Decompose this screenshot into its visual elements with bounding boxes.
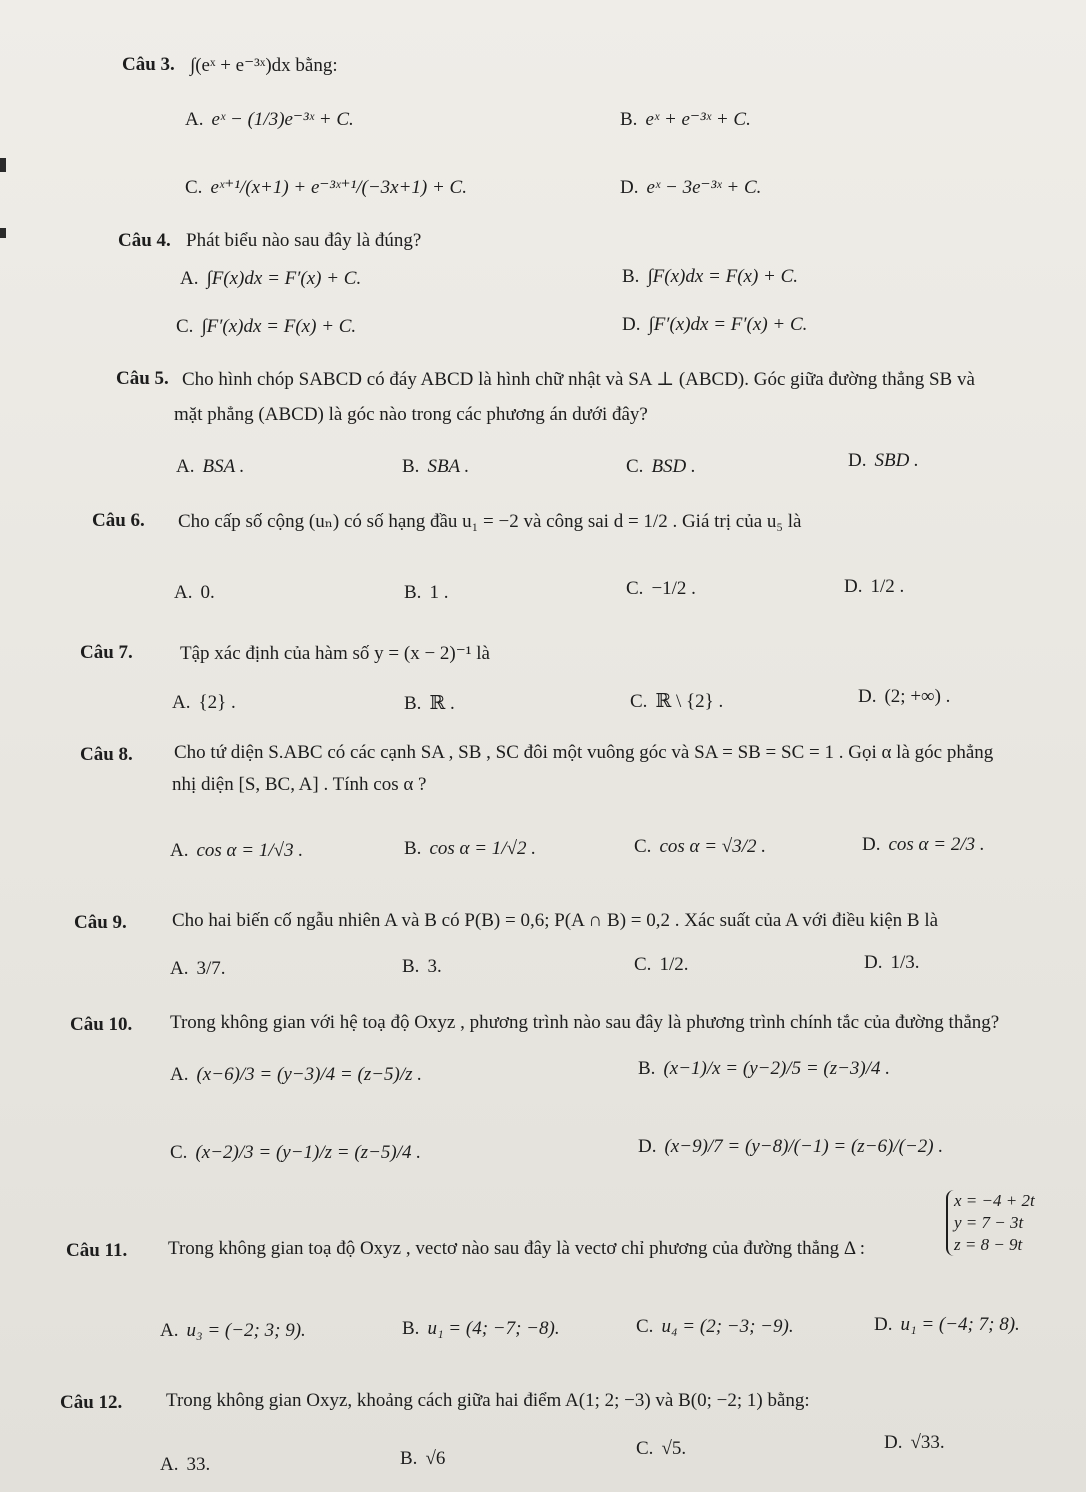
equation-x: x = −4 + 2t — [954, 1191, 1035, 1210]
page-edge-mark — [0, 228, 6, 238]
option-d — [848, 450, 919, 472]
option-d — [874, 1314, 1020, 1336]
question-label: Câu 10. — [70, 1014, 133, 1035]
parametric-system — [946, 1190, 1035, 1256]
option-key: C. — [176, 316, 194, 337]
option-text: (x−9)/7 = (y−8)/(−1) = (z−6)/(−2) . — [664, 1136, 944, 1157]
option-key: A. — [170, 1064, 189, 1085]
option-text: ℝ \ {2} . — [655, 691, 724, 712]
option-key: D. — [844, 576, 863, 597]
question-text: Trong không gian toạ độ Oxyz , vectơ nào sau đây là vectơ chỉ phương của đường thẳng Δ : — [168, 1238, 866, 1259]
option-c — [170, 1142, 421, 1164]
option-d — [844, 576, 904, 598]
option-a — [176, 456, 244, 478]
option-text: 0. — [200, 582, 215, 603]
option-b — [638, 1058, 890, 1080]
question-text: Trong không gian với hệ toạ độ Oxyz , phương trình nào sau đây là phương trình chính tắc của đường thẳng? — [170, 1012, 1000, 1033]
option-text: BSA . — [202, 456, 245, 477]
option-d — [864, 952, 920, 974]
option-text: ∫F′(x)dx = F(x) + C. — [201, 316, 357, 337]
option-key: B. — [620, 109, 638, 130]
option-c — [626, 456, 696, 478]
option-text: ∫F(x)dx = F′(x) + C. — [206, 268, 362, 289]
option-text: u₁ = (4; −7; −8). — [427, 1318, 560, 1339]
option-c — [176, 316, 356, 338]
option-b — [400, 1448, 445, 1470]
option-key: B. — [402, 1318, 420, 1339]
option-key: B. — [638, 1058, 656, 1079]
option-text: u₃ = (−2; 3; 9). — [186, 1320, 306, 1341]
option-text: 3/7. — [196, 958, 226, 979]
option-text: √6 — [425, 1448, 446, 1469]
option-text: u₁ = (−4; 7; 8). — [900, 1314, 1020, 1335]
option-c — [626, 578, 696, 600]
option-b — [402, 456, 469, 478]
option-key: C. — [170, 1142, 188, 1163]
option-key: A. — [160, 1320, 179, 1341]
option-text: 1 . — [429, 582, 449, 603]
option-a — [160, 1454, 210, 1476]
option-text: 1/2 . — [870, 576, 905, 597]
option-key: B. — [404, 838, 422, 859]
option-a — [180, 268, 361, 290]
option-a — [172, 692, 236, 714]
question-label: Câu 3. — [122, 54, 175, 75]
option-b — [620, 108, 751, 131]
question-label: Câu 7. — [80, 642, 133, 663]
option-key: D. — [848, 450, 867, 471]
option-text: cos α = √3/2 . — [659, 836, 767, 857]
question-text: Cho hình chóp SABCD có đáy ABCD là hình chữ nhật và SA ⊥ (ABCD). Góc giữa đường thẳng SB và — [182, 369, 975, 390]
option-c — [630, 690, 723, 713]
option-key: B. — [402, 956, 420, 977]
option-d — [638, 1136, 943, 1158]
option-a — [170, 958, 226, 980]
option-key: A. — [180, 268, 199, 289]
option-key: D. — [874, 1314, 893, 1335]
option-d — [884, 1432, 945, 1454]
option-text: eˣ + e⁻³ˣ + C. — [645, 109, 751, 130]
option-text: BSD . — [651, 456, 696, 477]
option-b — [404, 692, 455, 715]
question-text: Cho tứ diện S.ABC có các cạnh SA , SB , SC đôi một vuông góc và SA = SB = SC = 1 . Gọi α là góc phẳng — [174, 742, 994, 763]
option-text: (2; +∞) . — [884, 686, 951, 707]
option-key: A. — [160, 1454, 179, 1475]
option-key: A. — [185, 109, 204, 130]
option-key: C. — [634, 954, 652, 975]
option-text: ∫F′(x)dx = F′(x) + C. — [648, 314, 808, 335]
option-text: (x−6)/3 = (y−3)/4 = (z−5)/z . — [196, 1064, 423, 1085]
option-c — [636, 1438, 686, 1460]
option-key: D. — [858, 686, 877, 707]
question-text: Tập xác định của hàm số y = (x − 2)⁻¹ là — [180, 643, 490, 664]
option-key: B. — [404, 582, 422, 603]
question-text: Cho hai biến cố ngẫu nhiên A và B có P(B) = 0,6; P(A ∩ B) = 0,2 . Xác suất của A với điều kiện B là — [172, 910, 939, 931]
option-text: ∫F(x)dx = F(x) + C. — [647, 266, 799, 287]
option-c — [185, 176, 467, 199]
option-text: cos α = 1/√3 . — [196, 840, 304, 861]
option-key: D. — [864, 952, 883, 973]
option-text: (x−1)/x = (y−2)/5 = (z−3)/4 . — [663, 1058, 891, 1079]
equation-y: y = 7 − 3t — [954, 1213, 1024, 1233]
option-text: eˣ − (1/3)e⁻³ˣ + C. — [211, 109, 354, 130]
option-a — [174, 582, 215, 604]
question-label: Câu 11. — [66, 1240, 128, 1261]
option-key: B. — [400, 1448, 418, 1469]
option-a — [170, 1064, 422, 1086]
line-equation-system — [946, 1190, 1035, 1256]
option-text: 1/3. — [890, 952, 920, 973]
question-label: Câu 4. — [118, 230, 171, 251]
option-key: A. — [172, 692, 191, 713]
option-text: −1/2 . — [651, 578, 696, 599]
question-label: Câu 8. — [80, 744, 133, 765]
option-key: C. — [634, 836, 652, 857]
option-a — [170, 840, 303, 862]
option-b — [404, 838, 536, 860]
question-label: Câu 12. — [60, 1392, 123, 1413]
equation-z: z = 8 − 9t — [954, 1235, 1023, 1255]
option-b — [402, 956, 442, 978]
question-label: Câu 6. — [92, 510, 145, 531]
option-text: u₄ = (2; −3; −9). — [661, 1316, 794, 1337]
option-key: C. — [626, 578, 644, 599]
option-text: eˣ − 3e⁻³ˣ + C. — [646, 177, 762, 198]
option-text: {2} . — [198, 692, 236, 713]
option-key: A. — [176, 456, 195, 477]
option-text: cos α = 1/√2 . — [429, 838, 537, 859]
option-key: D. — [638, 1136, 657, 1157]
question-text: nhị diện [S, BC, A] . Tính cos α ? — [172, 774, 427, 795]
option-key: D. — [862, 834, 881, 855]
option-key: B. — [404, 693, 422, 714]
option-key: B. — [622, 266, 640, 287]
option-b — [404, 582, 448, 604]
option-text: √33. — [910, 1432, 945, 1453]
option-key: D. — [620, 177, 639, 198]
option-key: A. — [174, 582, 193, 603]
option-key: A. — [170, 958, 189, 979]
option-a — [185, 108, 354, 131]
option-text: SBD . — [874, 450, 919, 471]
option-d — [620, 176, 761, 199]
option-d — [862, 834, 985, 856]
question-label: Câu 5. — [116, 368, 169, 389]
question-text: ∫(eˣ + e⁻³ˣ)dx bằng: — [190, 55, 338, 76]
option-key: D. — [622, 314, 641, 335]
option-c — [634, 836, 766, 858]
option-text: 1/2. — [659, 954, 689, 975]
question-text: mặt phẳng (ABCD) là góc nào trong các phương án dưới đây? — [174, 404, 648, 425]
option-text: 33. — [186, 1454, 211, 1475]
option-text: ℝ . — [429, 693, 455, 714]
option-d — [622, 314, 807, 336]
question-text: Trong không gian Oxyz, khoảng cách giữa hai điểm A(1; 2; −3) và B(0; −2; 1) bằng: — [166, 1390, 810, 1411]
option-c — [634, 954, 688, 976]
page-edge-mark — [0, 158, 6, 172]
option-text: eˣ⁺¹/(x+1) + e⁻³ˣ⁺¹/(−3x+1) + C. — [210, 177, 467, 198]
option-key: C. — [636, 1438, 654, 1459]
option-key: D. — [884, 1432, 903, 1453]
question-text: Phát biểu nào sau đây là đúng? — [186, 230, 422, 251]
option-text: √5. — [661, 1438, 687, 1459]
option-text: SBA . — [427, 456, 470, 477]
option-key: C. — [626, 456, 644, 477]
option-a — [160, 1320, 306, 1342]
option-b — [402, 1318, 560, 1340]
option-key: B. — [402, 456, 420, 477]
option-d — [858, 686, 950, 708]
option-text: cos α = 2/3 . — [888, 834, 985, 855]
question-text: Cho cấp số cộng (uₙ) có số hạng đầu u₁ = −2 và công sai d = 1/2 . Giá trị của u₅ là — [178, 511, 802, 532]
option-key: C. — [185, 177, 203, 198]
option-key: C. — [630, 691, 648, 712]
option-key: A. — [170, 840, 189, 861]
option-text: 3. — [427, 956, 442, 977]
option-key: C. — [636, 1316, 654, 1337]
option-text: (x−2)/3 = (y−1)/z = (z−5)/4 . — [195, 1142, 421, 1163]
question-label: Câu 9. — [74, 912, 127, 933]
option-b — [622, 266, 798, 288]
option-c — [636, 1316, 794, 1338]
